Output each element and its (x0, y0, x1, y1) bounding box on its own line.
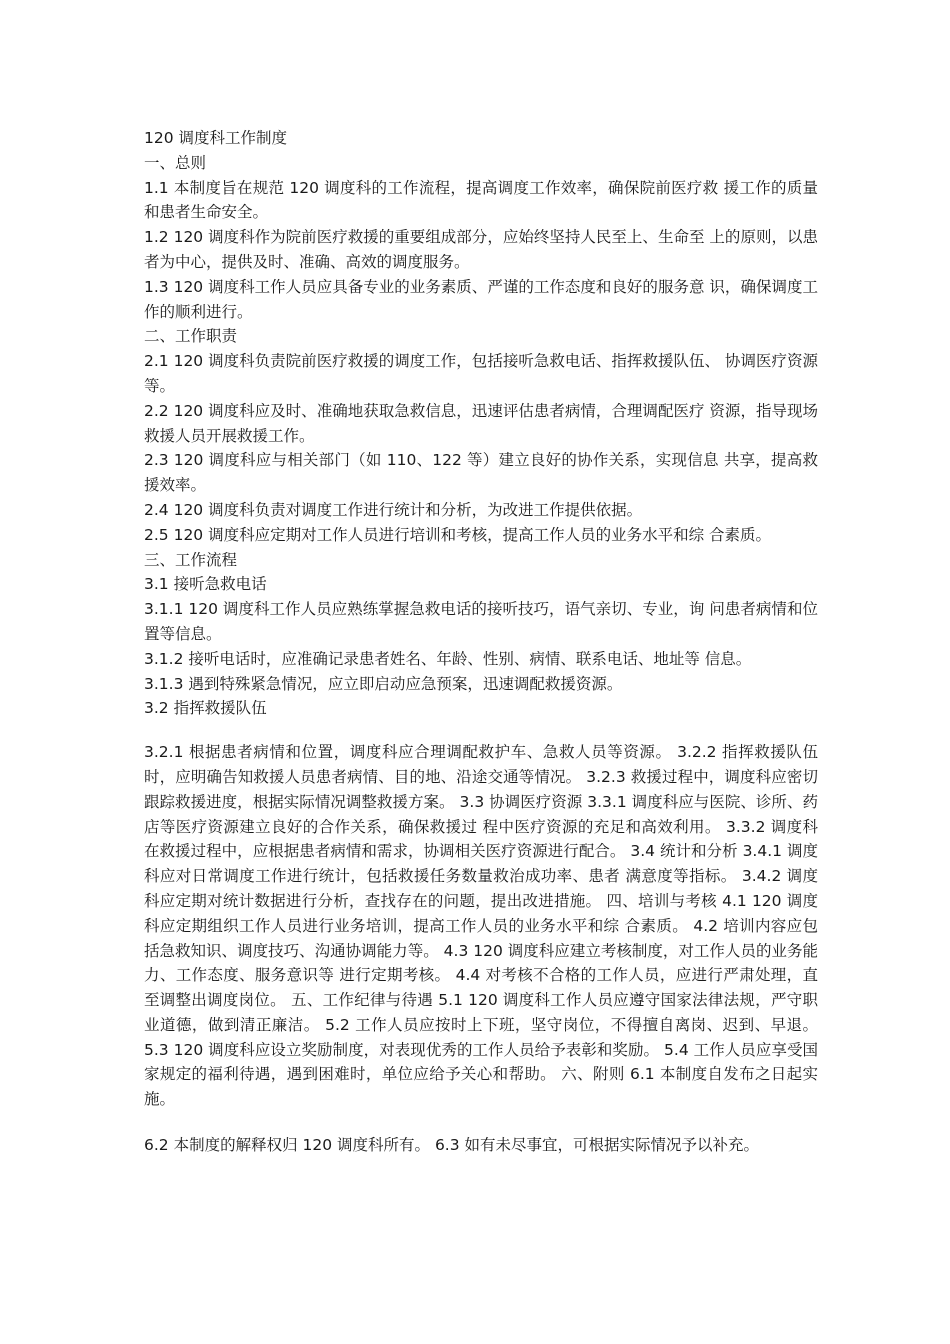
section-heading-general: 一、总则 (144, 153, 207, 172)
paragraph-3-1-3: 3.1.3 遇到特殊紧急情况，应立即启动应急预案，迅速调配救援资源。 (144, 674, 623, 693)
paragraph-1-1: 1.1 本制度旨在规范 120 调度科的工作流程，提高调度工作效率，确保院前医疗救 援工作的质量和患者生命安全。 (144, 178, 818, 222)
paragraph-final: 6.2 本制度的解释权归 120 调度科所有。 6.3 如有未尽事宜，可根据实际情况予以补充。 (144, 1136, 760, 1155)
paragraph-2-1: 2.1 120 调度科负责院前医疗救援的调度工作，包括接听急救电话、指挥救援队伍、 协调医疗资源等。 (144, 352, 818, 395)
paragraph-gap (144, 1112, 818, 1133)
paragraph-2-4: 2.4 120 调度科负责对调度工作进行统计和分析，为改进工作提供依据。 (144, 500, 643, 519)
paragraph-3-1-1: 3.1.1 120 调度科工作人员应熟练掌握急救电话的接听技巧，语气亲切、专业，询 问患者病情和位置等信息。 (144, 600, 818, 643)
section-heading-workflow: 三、工作流程 (144, 550, 238, 569)
paragraph-3-1-2: 3.1.2 接听电话时，应准确记录患者姓名、年龄、性别、病情、联系电话、地址等 信息。 (144, 649, 752, 668)
document-title: 120 调度科工作制度 (144, 129, 288, 147)
paragraph-3-2: 3.2 指挥救援队伍 (144, 699, 267, 718)
paragraph-2-5: 2.5 120 调度科应定期对工作人员进行培训和考核，提高工作人员的业务水平和综 合素质。 (144, 525, 772, 544)
section-heading-duties: 二、工作职责 (144, 327, 238, 346)
paragraph-1-2: 1.2 120 调度科作为院前医疗救援的重要组成部分，应始终坚持人民至上、生命至 上的原则，以患者为中心，提供及时、准确、高效的调度服务。 (144, 228, 818, 271)
paragraph-2-3: 2.3 120 调度科应与相关部门（如 110、122 等）建立良好的协作关系，实现信息 共享，提高救援效率。 (144, 451, 818, 495)
paragraph-gap (144, 721, 818, 740)
paragraph-2-2: 2.2 120 调度科应及时、准确地获取急救信息，迅速评估患者病情，合理调配医疗 资源，指导现场救援人员开展救援工作。 (144, 401, 818, 445)
paragraph-block: 3.2.1 根据患者病情和位置，调度科应合理调配救护车、急救人员等资源。 3.2.2 指挥救援队伍时，应明确告知救援人员患者病情、目的地、沿途交通等情况。 3.2.3 救援过程中，调度科应密切跟踪救援进度，根据实际情况调整救援方案。 3.3 协调医疗资源 3.3.1 调度科应与医院、诊所、药店等医疗资源建立良好的合作关系，确保救援过 程中医疗资源的充足和高效利用。 3.3.2 调度科在救援过程中，应根据患者病情和需求，协调相关医疗资源进行配合。 3.4 统计和分析 3.4.1 调度科应对日常调度工作进行统计，包括救援任务数量救治成功率、患者 满意度等指标。 3.4.2 调度科应定期对统计数据进行分析，查找存在的问题，提出改进措施。 四、培训与考核 4.1 120 调度科应定期组织工作人员进行业务培训，提高工作人员的业务水平和综 合素质。 4.2 培训内容应包括急救知识、调度技巧、沟通协调能力等。 4.3 120 调度科应建立考核制度，对工作人员的业务能力、工作态度、服务意识等 进行定期考核。 4.4 对考核不合格的工作人员，应进行严肃处理，直至调整出调度岗位。 五、工作纪律与待遇 5.1 120 调度科工作人员应遵守国家法律法规，严守职业道德，做到清正廉洁。 5.2 工作人员应按时上下班，坚守岗位，不得擅自离岗、迟到、早退。 5.3 120 调度科应设立奖励制度，对表现优秀的工作人员给予表彰和奖励。 5.4 工作人员应享受国家规定的福利待遇，遇到困难时，单位应给予关心和帮助。 六、附则 6.1 本制度自发布之日起实施。 (144, 743, 818, 1109)
paragraph-3-1: 3.1 接听急救电话 (144, 575, 267, 594)
document-page (144, 126, 818, 1158)
paragraph-1-3: 1.3 120 调度科工作人员应具备专业的业务素质、严谨的工作态度和良好的服务意 识，确保调度工作的顺利进行。 (144, 277, 818, 321)
